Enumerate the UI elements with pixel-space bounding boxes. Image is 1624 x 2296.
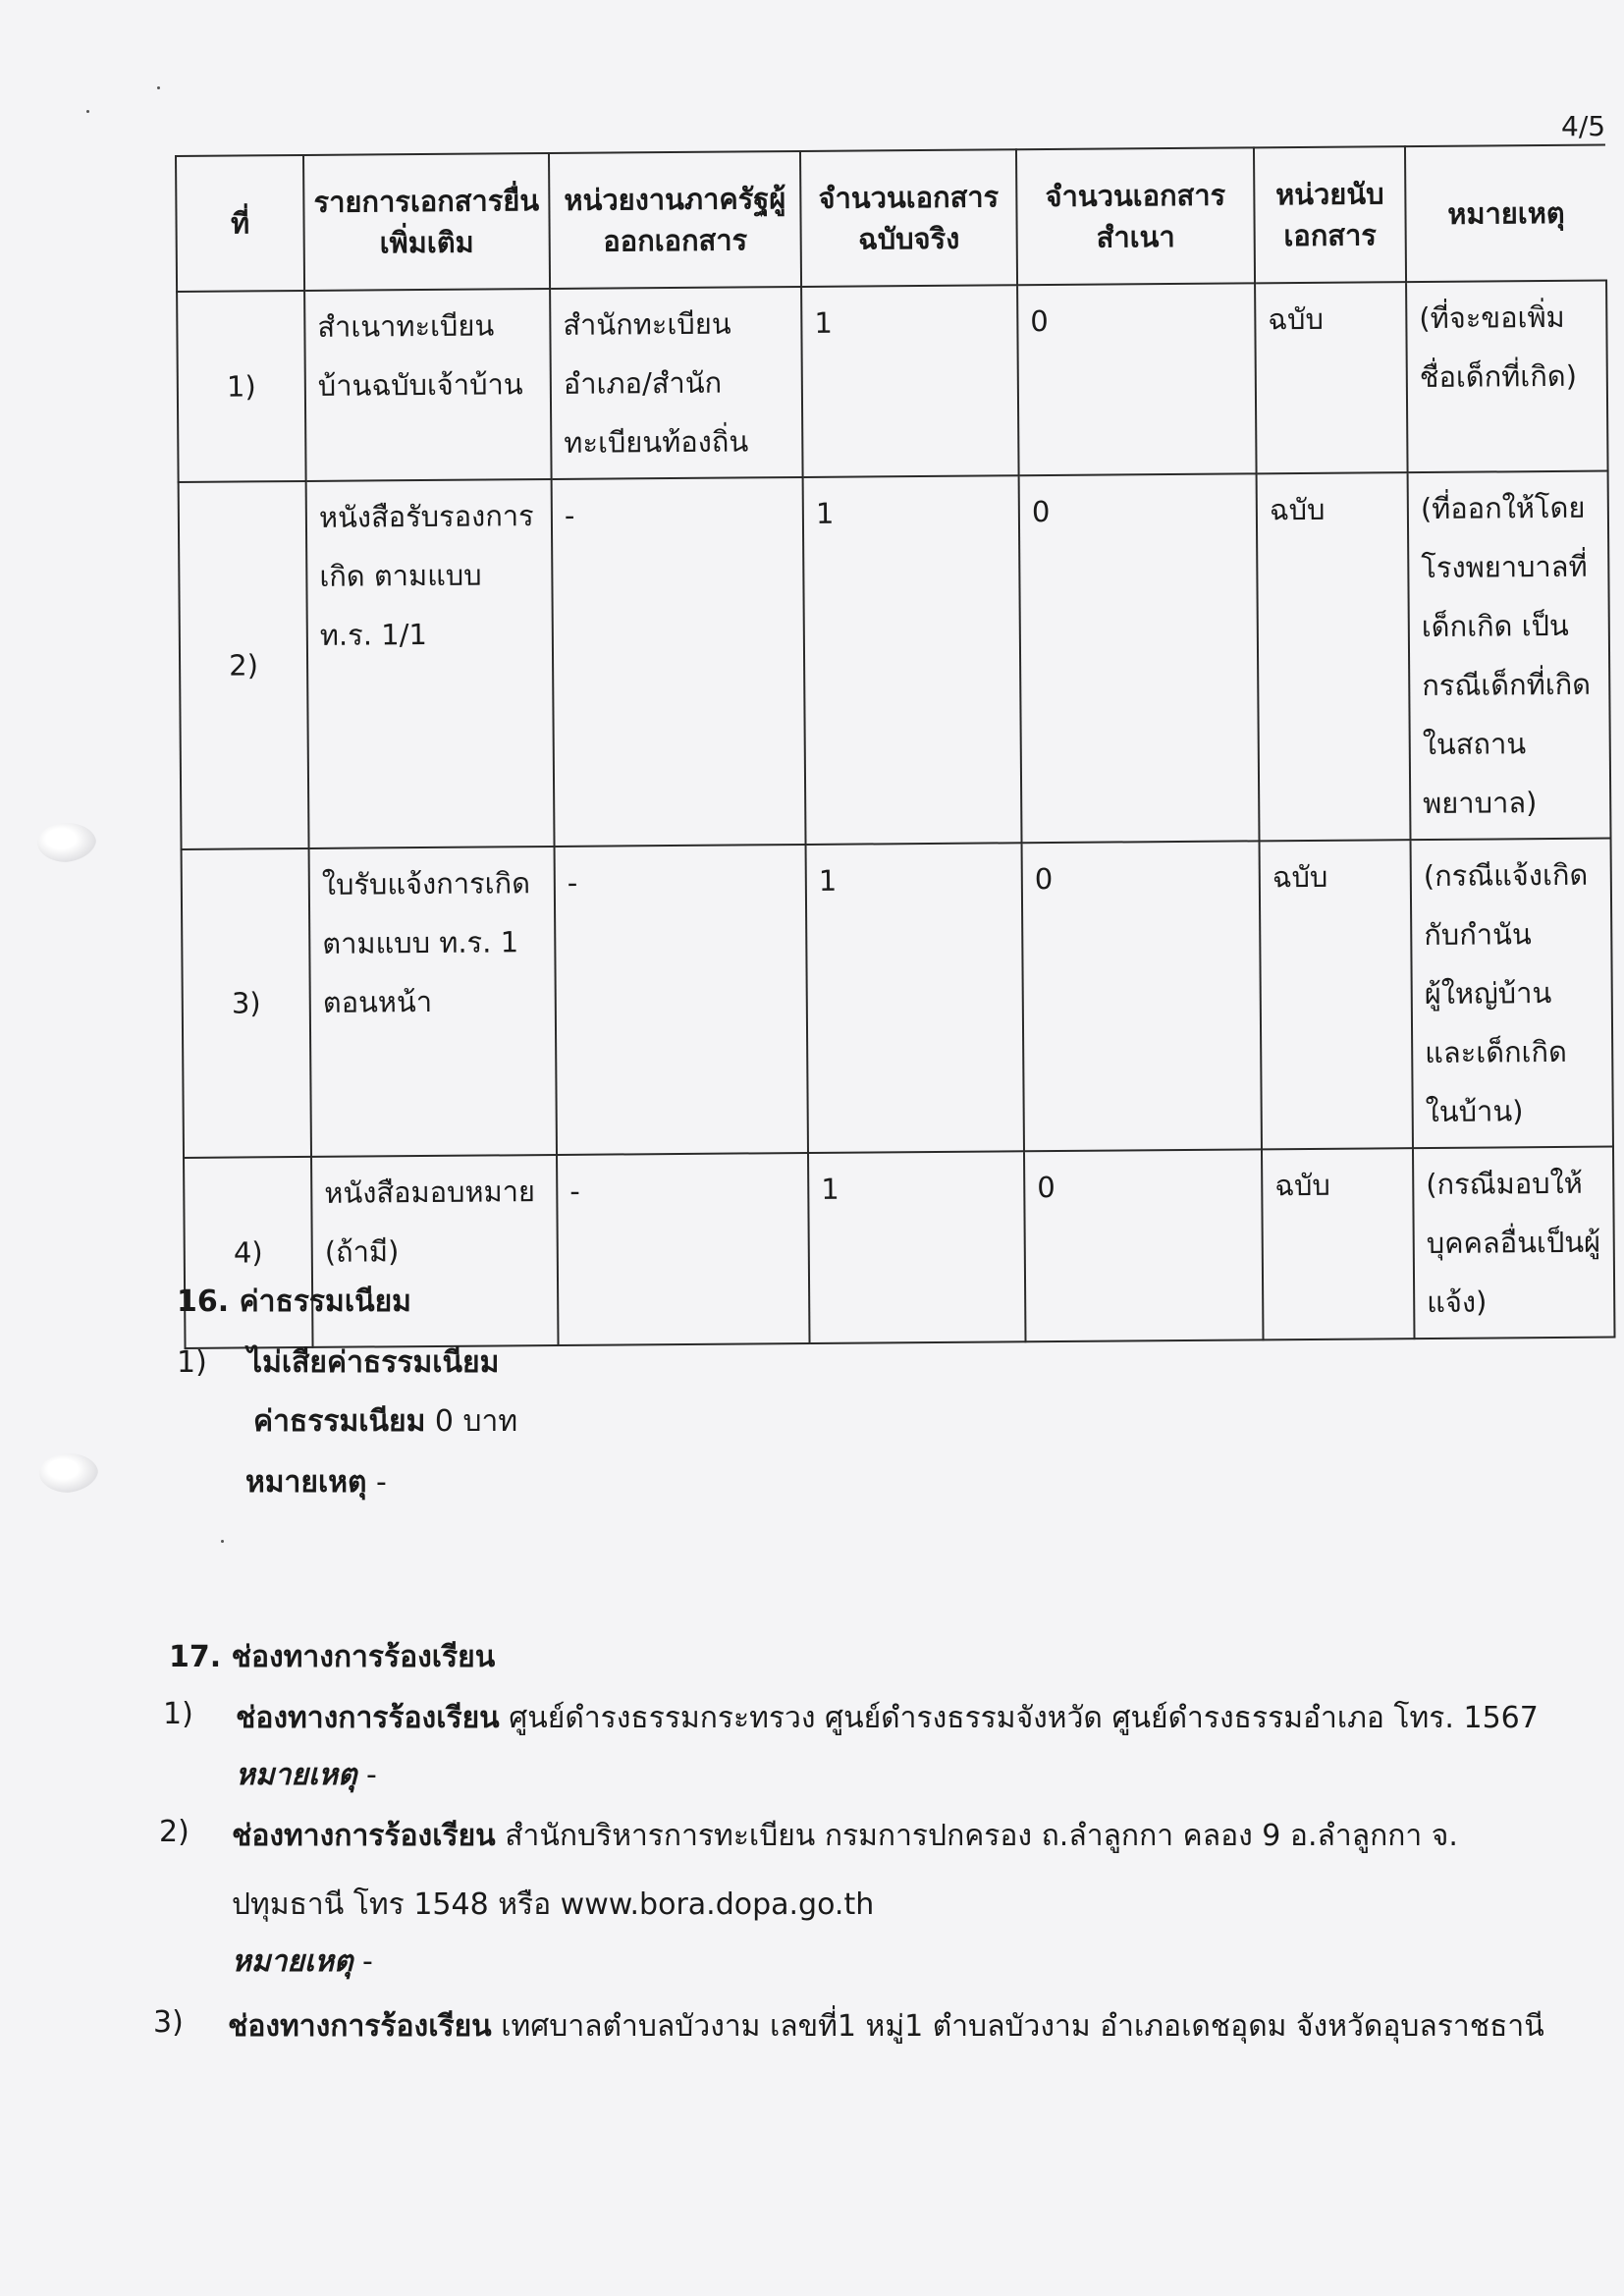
additional-documents-table <box>175 144 1616 1349</box>
complaint-text: ศูนย์ดำรงธรรมกระทรวง ศูนย์ดำรงธรรมจังหวัด ศูนย์ดำรงธรรมอำเภอ โทร. 1567 <box>509 1701 1539 1735</box>
row-agency: สำนักทะเบียนอำเภอ/สำนักทะเบียนท้องถิ่น <box>550 287 803 479</box>
row-no: 4) <box>184 1157 313 1348</box>
row-no: 1) <box>177 291 306 482</box>
fee-item-no: 1) <box>177 1345 207 1380</box>
row-unit: ฉบับ <box>1255 282 1408 473</box>
complaint-item-line-2: ปทุมธานี โทร 1548 หรือ www.bora.dopa.go.th <box>232 1887 875 1922</box>
header-original-count: จำนวนเอกสารฉบับจริง <box>800 149 1017 287</box>
row-note: (กรณีมอบให้บุคคลอื่นเป็นผู้แจ้ง) <box>1413 1147 1615 1339</box>
row-note: (กรณีแจ้งเกิดกับกำนัน ผู้ใหญ่บ้าน และเด็กเกิดในบ้าน) <box>1411 839 1613 1149</box>
scan-speck <box>86 110 89 113</box>
row-agency: - <box>555 845 808 1155</box>
row-note: (ที่จะขอเพิ่มชื่อเด็กที่เกิด) <box>1406 281 1608 473</box>
fee-label: ค่าธรรมเนียม <box>253 1404 426 1439</box>
fee-amount-line <box>253 1402 517 1442</box>
header-agency: หน่วยงานภาครัฐผู้ออกเอกสาร <box>549 151 801 289</box>
header-item: รายการเอกสารยื่นเพิ่มเติม <box>303 153 550 291</box>
row-item: หนังสือมอบหมาย (ถ้ามี) <box>311 1155 559 1347</box>
row-original-count: 1 <box>808 1151 1026 1343</box>
row-no: 3) <box>182 848 311 1158</box>
row-original-count: 1 <box>801 285 1019 477</box>
complaint-item-no: 1) <box>163 1697 193 1731</box>
row-agency: - <box>552 477 806 847</box>
complaint-label: ช่องทางการร้องเรียน <box>228 2009 492 2044</box>
row-copy-count: 0 <box>1019 473 1260 843</box>
header-copy-count: จำนวนเอกสารสำเนา <box>1016 147 1255 285</box>
complaint-note-value: - <box>366 1758 377 1792</box>
header-no: ที่ <box>176 155 304 292</box>
complaint-note-line <box>236 1756 377 1795</box>
complaints-heading: 17. ช่องทางการร้องเรียน <box>169 1640 496 1674</box>
table-row <box>177 281 1607 482</box>
complaint-item-line <box>236 1699 1539 1738</box>
row-agency: - <box>557 1153 810 1345</box>
complaint-note-label: หมายเหตุ <box>232 1944 353 1979</box>
fees-heading: 16. ค่าธรรมเนียม <box>177 1285 411 1319</box>
punch-hole-mark <box>39 1453 98 1493</box>
table-header-row <box>176 145 1606 292</box>
row-item: หนังสือรับรองการเกิด ตามแบบ ท.ร. 1/1 <box>306 479 555 848</box>
row-original-count: 1 <box>806 843 1024 1153</box>
row-unit: ฉบับ <box>1257 472 1411 841</box>
fee-note-value: - <box>376 1465 387 1500</box>
complaint-item-no: 3) <box>153 2005 184 2040</box>
complaint-label: ช่องทางการร้องเรียน <box>232 1819 496 1853</box>
complaint-text: เทศบาลตำบลบัวงาม เลขที่1 หมู่1 ตำบลบัวงาม อำเภอเดชอุดม จังหวัดอุบลราชธานี <box>501 2009 1544 2044</box>
row-no: 2) <box>179 481 309 849</box>
fee-note-label: หมายเหตุ <box>245 1465 367 1500</box>
row-item: สำเนาทะเบียนบ้านฉบับเจ้าบ้าน <box>304 289 552 481</box>
table-row <box>182 839 1613 1158</box>
complaint-item-line <box>228 2007 1544 2047</box>
fee-item-title: ไม่เสียค่าธรรมเนียม <box>247 1345 500 1380</box>
complaint-label: ช่องทางการร้องเรียน <box>236 1701 500 1735</box>
page-number: 4/5 <box>1561 110 1606 142</box>
row-original-count: 1 <box>803 475 1022 845</box>
row-item: ใบรับแจ้งการเกิดตามแบบ ท.ร. 1 ตอนหน้า <box>309 847 557 1157</box>
punch-hole-mark <box>37 823 96 862</box>
complaint-item-line <box>232 1817 1458 1856</box>
fee-note-line <box>245 1463 387 1503</box>
scan-speck <box>157 86 160 89</box>
row-unit: ฉบับ <box>1260 840 1413 1149</box>
row-copy-count: 0 <box>1024 1149 1264 1341</box>
fee-value: 0 บาท <box>434 1404 518 1439</box>
row-copy-count: 0 <box>1017 283 1257 475</box>
row-note: (ที่ออกให้โดยโรงพยาบาลที่เด็กเกิด เป็นกรณีเด็กที่เกิดในสถานพยาบาล) <box>1408 471 1611 841</box>
complaint-note-value: - <box>362 1944 373 1979</box>
complaint-note-label: หมายเหตุ <box>236 1758 357 1792</box>
header-note: หมายเหตุ <box>1405 145 1606 283</box>
row-copy-count: 0 <box>1022 841 1262 1151</box>
complaint-note-line <box>232 1942 373 1982</box>
complaint-text: สำนักบริหารการทะเบียน กรมการปกครอง ถ.ลำลูกกา คลอง 9 อ.ลำลูกกา จ. <box>505 1819 1458 1853</box>
complaint-item-no: 2) <box>159 1815 189 1849</box>
row-unit: ฉบับ <box>1262 1148 1415 1339</box>
scan-speck <box>221 1540 224 1543</box>
table-row <box>179 471 1611 849</box>
header-unit: หน่วยนับเอกสาร <box>1254 146 1406 283</box>
